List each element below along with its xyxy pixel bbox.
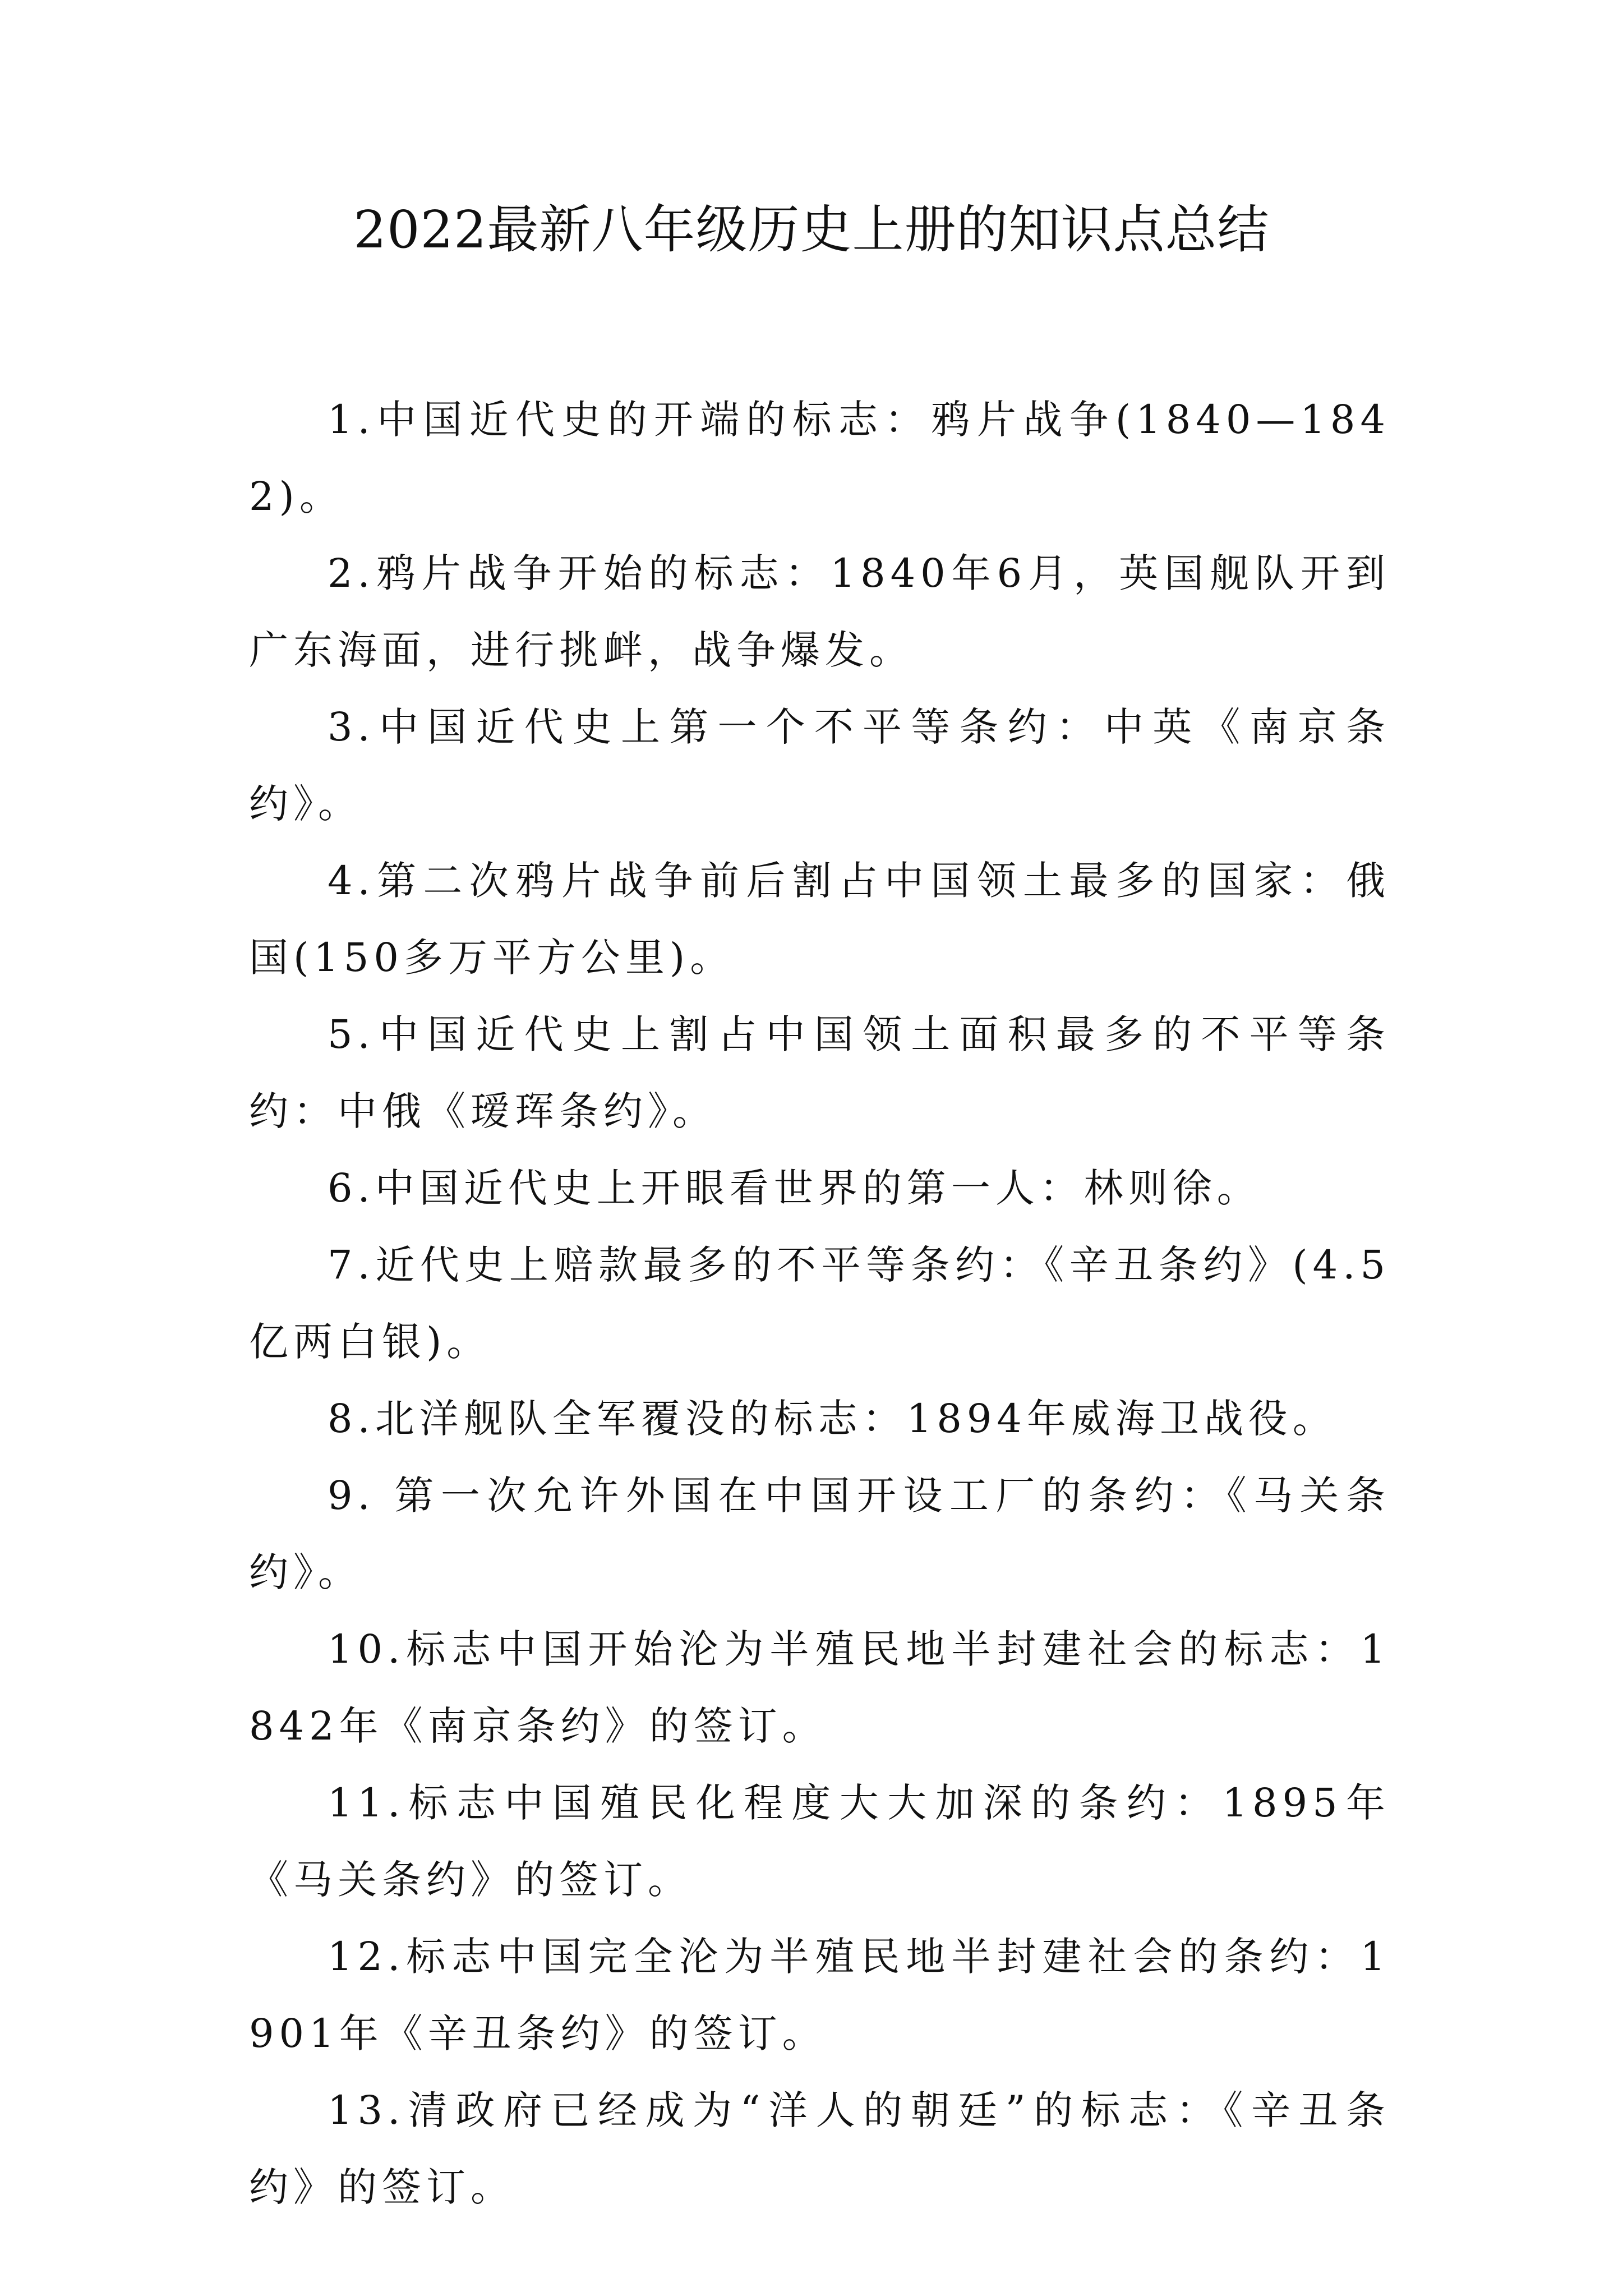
knowledge-point-7: 7.近代史上赔款最多的不平等条约：《辛丑条约》(4.5亿两白银)。 [249,1242,1390,1365]
knowledge-point-8: 8.北洋舰队全军覆没的标志：1894年威海卫战役。 [328,1396,1337,1442]
knowledge-point-10: 10.标志中国开始沦为半殖民地半封建社会的标志：1842年《南京条约》的签订。 [249,1626,1390,1749]
document-body [249,381,1390,2226]
knowledge-point-5: 5.中国近代史上割占中国领土面积最多的不平等条约：中俄《瑷珲条约》。 [249,1011,1390,1134]
document-title: 2022最新八年级历史上册的知识点总结 [353,200,1270,260]
knowledge-point-3: 3.中国近代史上第一个不平等条约：中英《南京条约》。 [249,704,1390,827]
knowledge-point-9: 9. 第一次允许外国在中国开设工厂的条约：《马关条约》。 [249,1473,1390,1595]
knowledge-point-13: 13.清政府已经成为“洋人的朝廷”的标志：《辛丑条约》的签订。 [249,2087,1390,2210]
knowledge-point-2: 2.鸦片战争开始的标志：1840年6月，英国舰队开到广东海面，进行挑衅，战争爆发。 [249,550,1390,673]
knowledge-point-11: 11.标志中国殖民化程度大大加深的条约：1895年《马关条约》的签订。 [249,1780,1390,1903]
knowledge-point-12: 12.标志中国完全沦为半殖民地半封建社会的条约：1901年《辛丑条约》的签订。 [249,1934,1390,2056]
knowledge-point-1: 1.中国近代史的开端的标志：鸦片战争(1840—1842)。 [249,397,1390,519]
knowledge-point-6: 6.中国近代史上开眼看世界的第一人：林则徐。 [328,1165,1261,1211]
knowledge-point-4: 4.第二次鸦片战争前后割占中国领土最多的国家：俄国(150多万平方公里)。 [249,858,1390,981]
